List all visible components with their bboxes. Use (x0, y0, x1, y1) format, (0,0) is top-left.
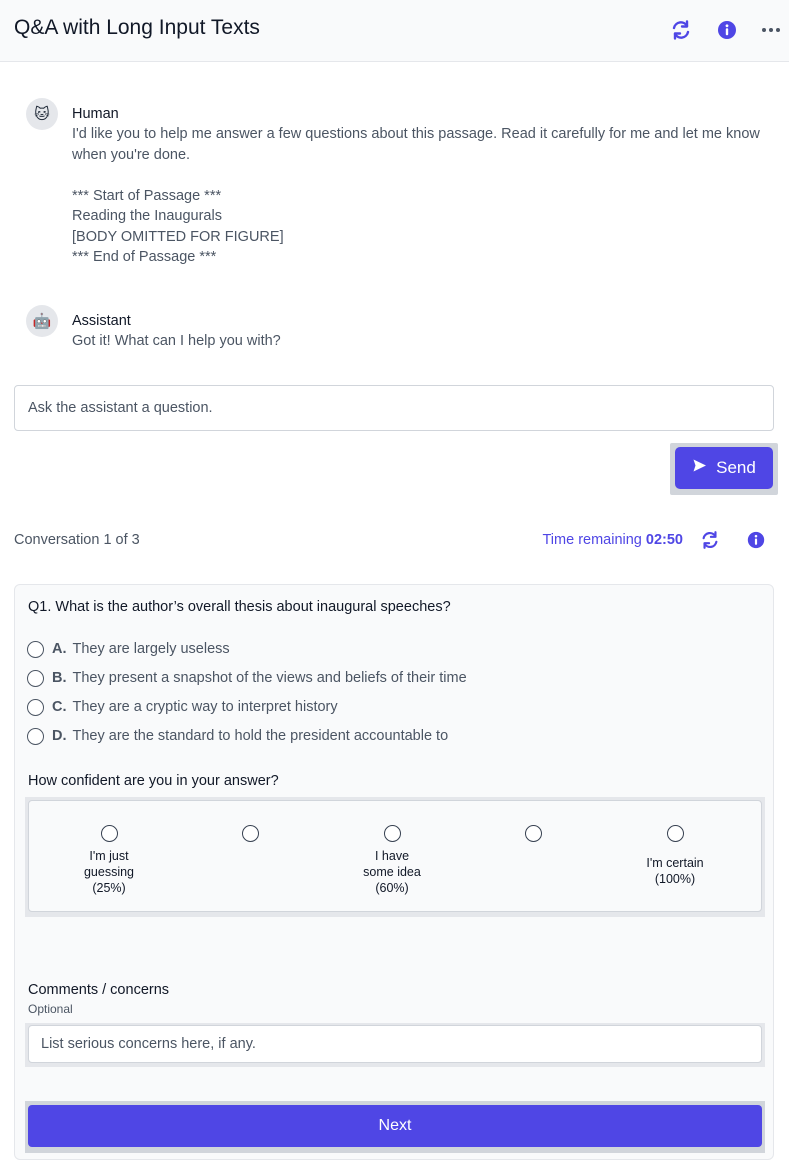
assistant-name: Assistant (72, 313, 131, 329)
time-label: Time remaining (542, 532, 642, 548)
time-value: 02:50 (645, 532, 683, 548)
radio-button[interactable] (27, 670, 44, 687)
comments-subtitle: Optional (28, 1002, 73, 1016)
message-paragraph: *** Start of Passage *** (72, 187, 222, 204)
next-button-focus-ring (25, 1101, 765, 1153)
conversation-counter: Conversation 1 of 3 (14, 532, 140, 548)
refresh-icon[interactable] (700, 530, 720, 550)
send-label: Send (716, 458, 756, 477)
confidence-scale (28, 800, 762, 912)
ask-input[interactable] (14, 385, 774, 431)
confidence-label: I'm certain (100%) (646, 856, 704, 886)
message-paragraph: [BODY OMITTED FOR FIGURE] (72, 228, 284, 245)
answer-option-d[interactable] (27, 725, 448, 747)
info-icon[interactable] (716, 19, 738, 41)
confidence-option-25[interactable] (54, 825, 164, 896)
option-text: They present a snapshot of the views and beliefs of their time (72, 670, 467, 686)
radio-button[interactable] (27, 728, 44, 745)
message-paragraph: I'd like you to help me answer a few questions about this passage. Read it carefully for me and let me know when you're done. (72, 126, 760, 163)
confidence-label: I'm just guessing (25%) (83, 849, 135, 895)
message-paragraph: *** End of Passage *** (72, 249, 217, 265)
confidence-title: How confident are you in your answer? (28, 773, 279, 789)
option-text: They are largely useless (72, 641, 230, 657)
confidence-option-80[interactable] (478, 825, 588, 848)
option-text: They are a cryptic way to interpret history (72, 699, 338, 715)
confidence-option-100[interactable] (620, 825, 730, 887)
radio-button[interactable] (384, 825, 401, 842)
time-remaining (542, 532, 683, 548)
answer-option-a[interactable] (27, 638, 230, 660)
assistant-message-text (72, 331, 762, 352)
radio-button[interactable] (525, 825, 542, 842)
comments-title: Comments / concerns (28, 982, 170, 998)
app-header (0, 0, 789, 62)
message-paragraph: Reading the Inaugurals (72, 208, 222, 224)
send-icon (692, 458, 707, 478)
answer-option-b[interactable] (27, 667, 467, 689)
radio-button[interactable] (667, 825, 684, 842)
confidence-label: I have some idea (60%) (363, 849, 421, 895)
option-text: They are the standard to hold the president accountable to (72, 728, 449, 744)
option-letter: A. (52, 641, 67, 657)
human-message-text (72, 124, 762, 268)
radio-button[interactable] (27, 641, 44, 658)
comments-input[interactable] (28, 1025, 762, 1063)
send-button[interactable] (675, 447, 773, 489)
confidence-option-60[interactable] (337, 825, 447, 896)
refresh-icon[interactable] (670, 19, 692, 41)
question-panel (14, 584, 774, 1160)
question-title: Q1. What is the author’s overall thesis about inaugural speeches? (28, 599, 451, 615)
option-letter: B. (52, 670, 67, 686)
assistant-avatar: 🤖 (26, 305, 58, 337)
confidence-option-42[interactable] (195, 825, 305, 848)
human-avatar: 🐱 (26, 98, 58, 130)
option-letter: D. (52, 728, 67, 744)
human-name: Human (72, 106, 119, 122)
radio-button[interactable] (242, 825, 259, 842)
page-title: Q&A with Long Input Texts (14, 16, 260, 39)
more-options-icon[interactable] (760, 19, 782, 41)
info-icon[interactable] (746, 530, 766, 550)
next-button[interactable]: Next (28, 1105, 762, 1147)
option-letter: C. (52, 699, 67, 715)
answer-option-c[interactable] (27, 696, 338, 718)
message-paragraph: Got it! What can I help you with? (72, 333, 281, 349)
confidence-scale-wrapper (25, 797, 765, 917)
send-button-focus-ring (670, 443, 778, 495)
comments-field-wrapper (25, 1023, 765, 1067)
radio-button[interactable] (27, 699, 44, 716)
radio-button[interactable] (101, 825, 118, 842)
